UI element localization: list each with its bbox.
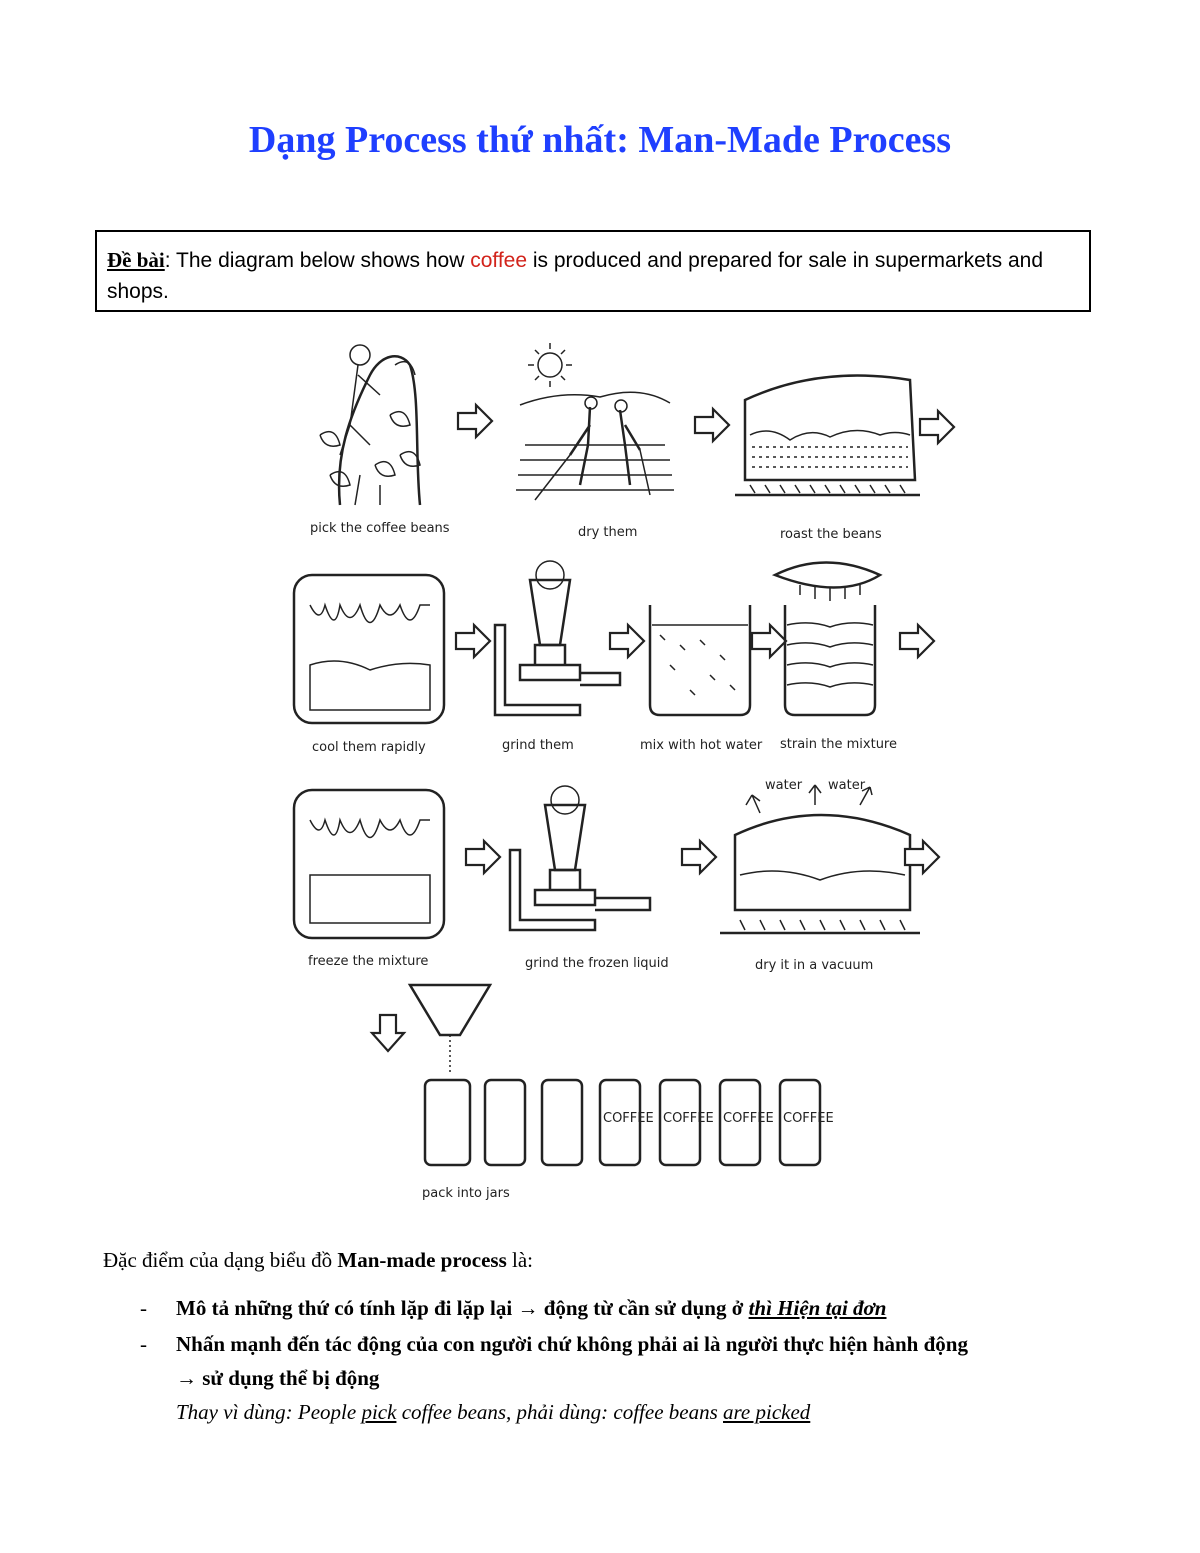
water-label: water: [765, 778, 803, 793]
jar-label: COFFEE: [663, 1111, 714, 1126]
step-pick-caption: pick the coffee beans: [310, 521, 450, 536]
example-active-verb: pick: [361, 1400, 397, 1424]
flow-arrow-icon: [466, 841, 500, 873]
bullet-1-text: Mô tả những thứ có tính lặp đi lặp lại → động từ cần sử dụng ở: [176, 1296, 749, 1320]
step-roast-caption: roast the beans: [780, 527, 882, 542]
step-mix-caption: mix with hot water: [640, 738, 763, 753]
grinder-illustration: [495, 561, 620, 715]
bullet-2-text: Nhấn mạnh đến tác động của con người chứ không phải ai là người thực hiện hành động: [176, 1332, 968, 1356]
step-grind-caption: grind them: [502, 738, 574, 753]
task-text-after: is produced and prepared for sale in supermarkets and shops.: [107, 249, 1043, 303]
roast-beans-illustration: [735, 376, 920, 496]
coffee-process-diagram: [280, 335, 960, 1205]
jar-label: COFFEE: [723, 1111, 774, 1126]
flow-arrow-icon: [682, 841, 716, 873]
jar-label: COFFEE: [783, 1111, 834, 1126]
step-pack-caption: pack into jars: [422, 1186, 510, 1201]
task-label: Đề bài: [107, 248, 165, 272]
flow-arrow-icon: [458, 405, 492, 437]
features-intro-text: Đặc điểm của dạng biểu đồ: [103, 1248, 338, 1272]
bullet-marker: -: [140, 1296, 147, 1320]
features-intro-tail: là:: [506, 1248, 534, 1272]
example-part: coffee beans, phải dùng: coffee beans: [396, 1400, 724, 1424]
example-sentence: [176, 1400, 810, 1425]
example-passive-verb: are picked: [723, 1400, 811, 1424]
flow-arrow-icon: [610, 625, 644, 657]
step-vacuum-caption: dry it in a vacuum: [755, 958, 874, 973]
step-cool-caption: cool them rapidly: [312, 740, 426, 755]
down-arrow-icon: [372, 1015, 404, 1051]
flow-arrow-icon: [900, 625, 934, 657]
features-intro-bold: Man-made process: [337, 1248, 507, 1272]
pick-beans-illustration: [320, 345, 420, 505]
task-highlight: coffee: [470, 249, 528, 272]
bullet-2-continuation: → sử dụng thể bị động: [176, 1366, 380, 1390]
frozen-grinder-illustration: [510, 786, 650, 930]
bullet-1-emphasis: thì Hiện tại đơn: [748, 1296, 887, 1320]
freeze-mixture-illustration: [294, 790, 444, 938]
bullet-marker: -: [140, 1332, 147, 1356]
flow-arrow-icon: [920, 411, 954, 443]
cool-beans-illustration: [294, 575, 444, 723]
task-colon: :: [164, 249, 171, 272]
example-part: Thay vì dùng: People: [176, 1400, 362, 1424]
page-title: Dạng Process thứ nhất: Man-Made Process: [248, 119, 952, 161]
mix-water-illustration: [650, 605, 750, 715]
flow-arrow-icon: [752, 625, 786, 657]
features-intro: [103, 1248, 533, 1273]
flow-arrow-icon: [456, 625, 490, 657]
task-prompt-box: [95, 230, 1091, 312]
vacuum-dry-illustration: [720, 785, 920, 933]
dry-beans-illustration: [516, 343, 674, 500]
step-freeze-caption: freeze the mixture: [308, 954, 429, 969]
water-label: water: [828, 778, 866, 793]
pack-jars-illustration: [410, 985, 820, 1165]
step-dry-caption: dry them: [578, 525, 638, 540]
strain-mixture-illustration: [775, 563, 880, 716]
step-strain-caption: strain the mixture: [780, 737, 897, 752]
jar-label: COFFEE: [603, 1111, 654, 1126]
step-grind-frozen-caption: grind the frozen liquid: [525, 956, 669, 971]
flow-arrow-icon: [695, 409, 729, 441]
task-text-before: The diagram below shows how: [170, 249, 471, 272]
